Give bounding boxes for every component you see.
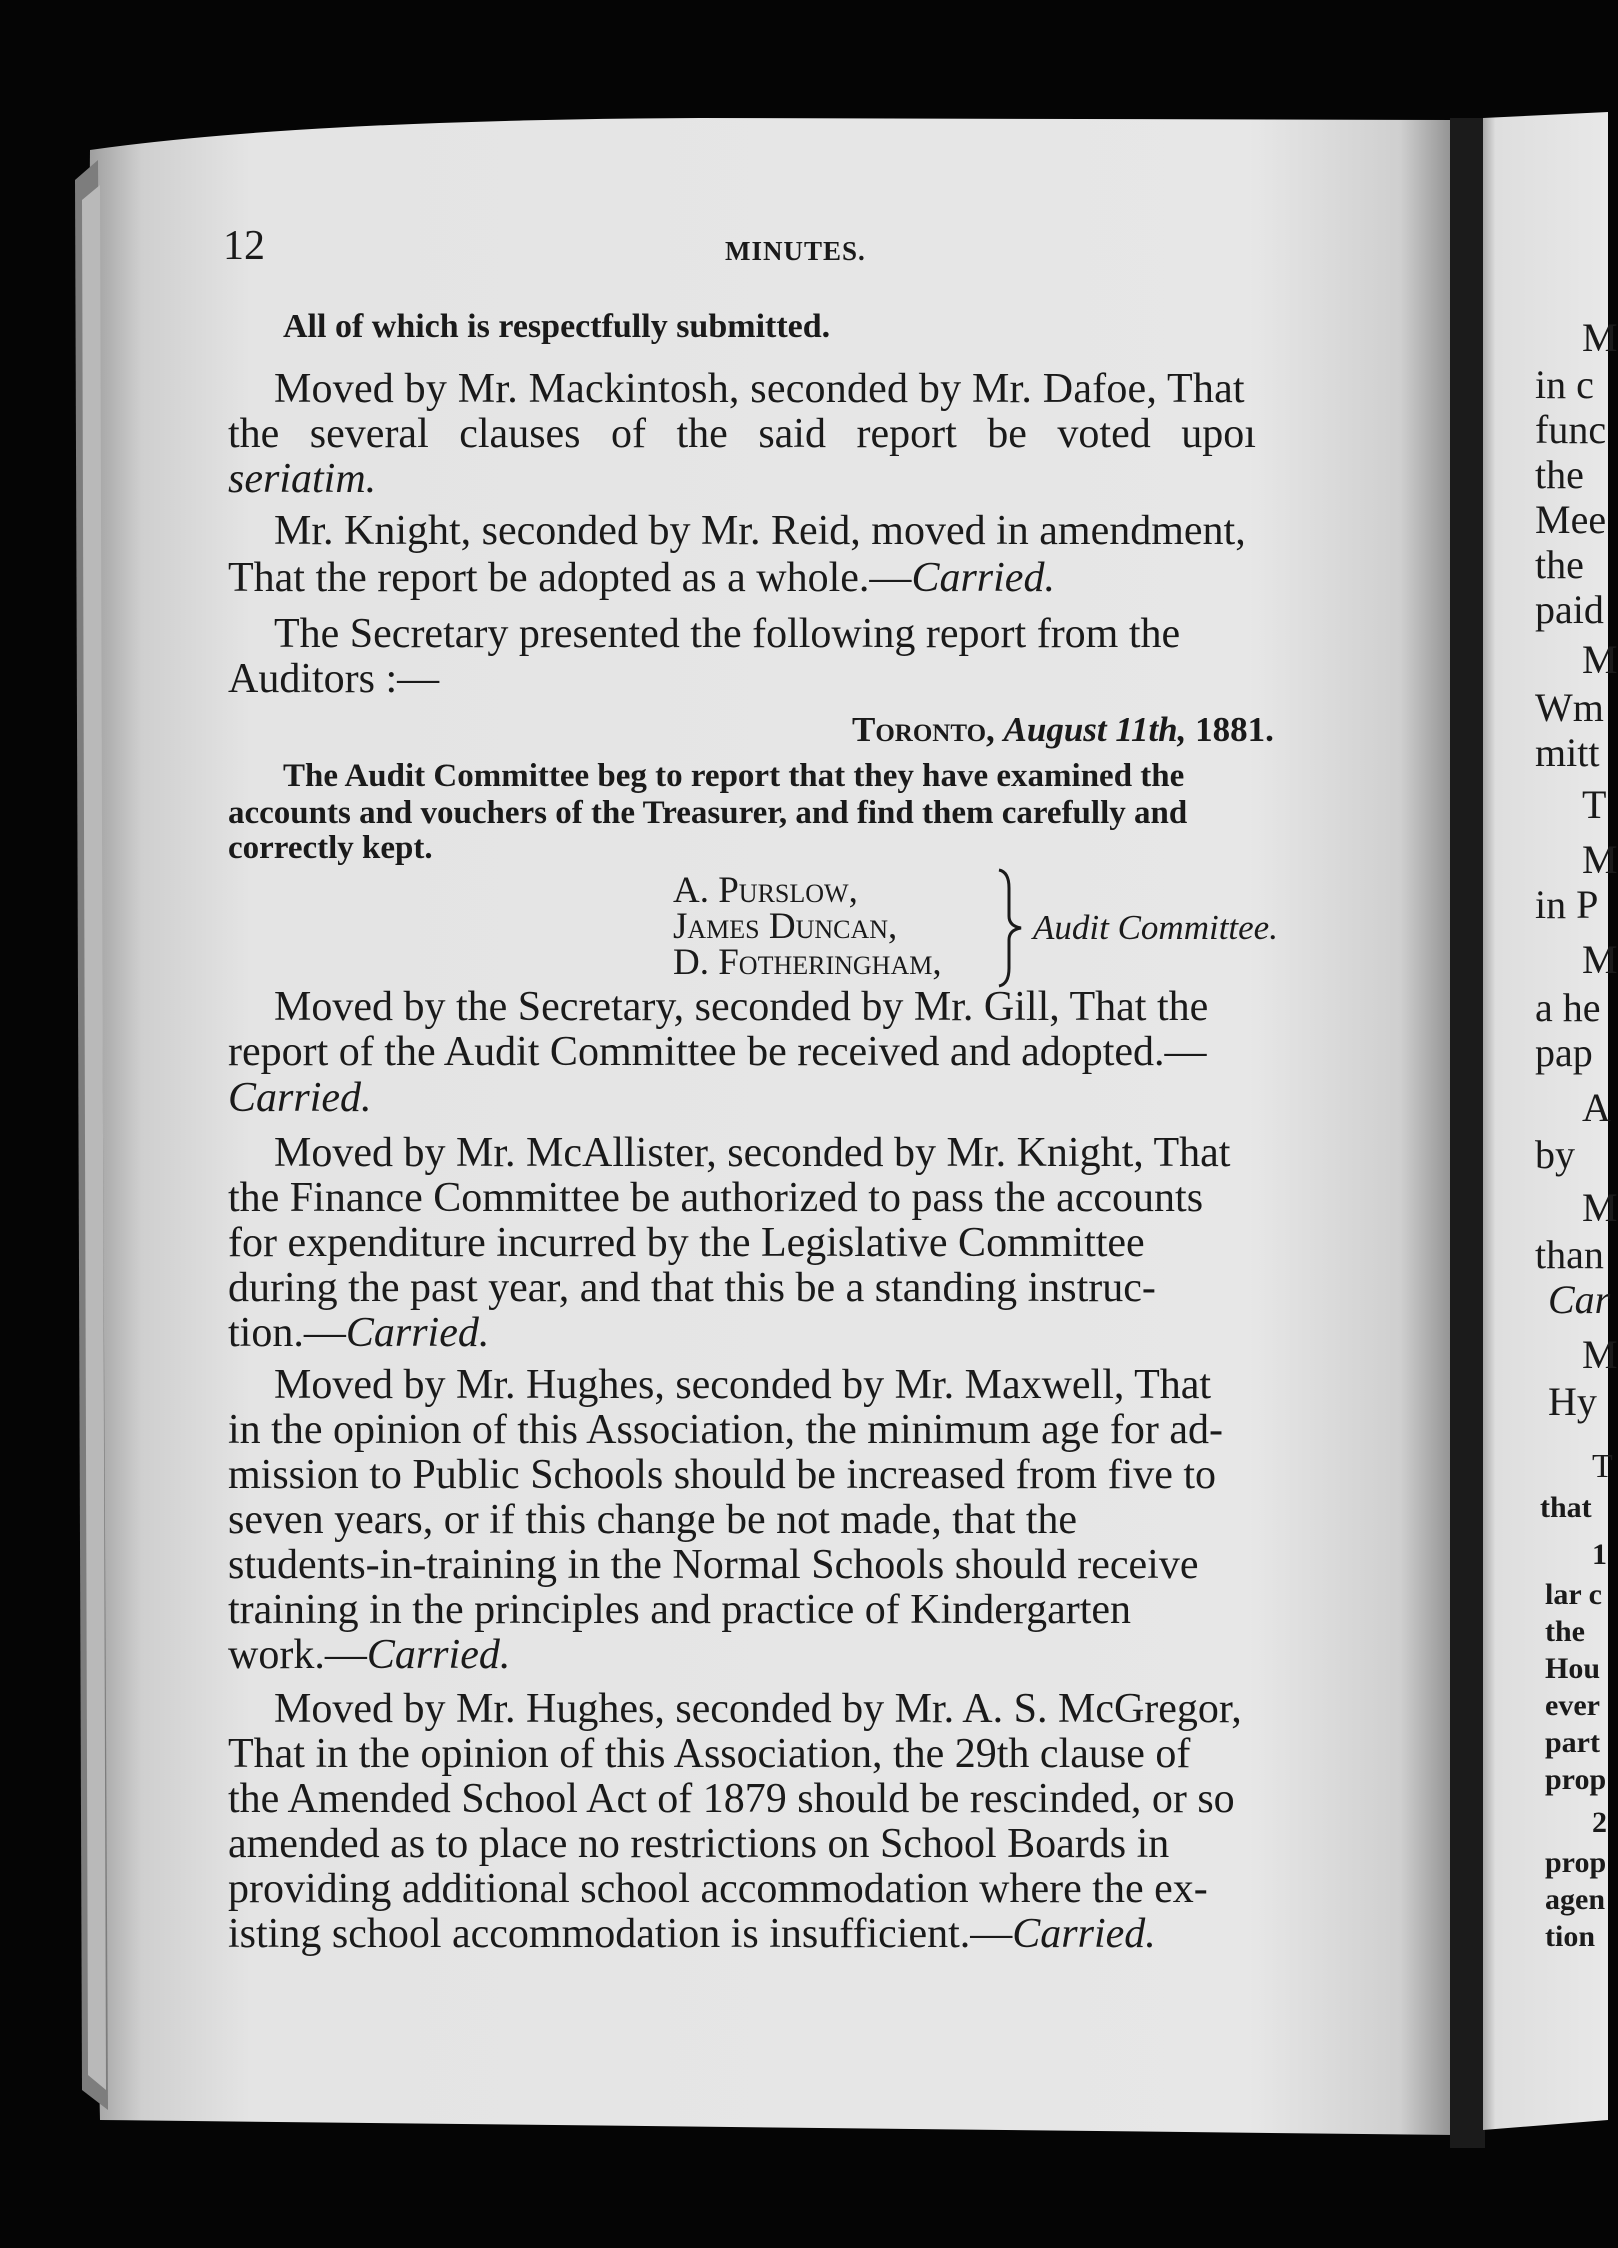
text-line: the several clauses of the said report be voted upoı [228, 411, 1256, 457]
text-line: the Amended School Act of 1879 should be rescinded, or so [228, 1776, 1235, 1822]
fragment-line: 2 [1592, 1806, 1607, 1839]
text-line: All of which is respectfully submitted. [283, 308, 831, 345]
carried-note: Carried. [1012, 1911, 1156, 1957]
text-line: seven years, or if this change be not made, that the [228, 1497, 1078, 1543]
text-span: work.— [228, 1632, 367, 1678]
carried-note: Carried. [911, 555, 1055, 601]
fragment-line: paid [1535, 587, 1604, 632]
fragment-line: Car [1548, 1277, 1611, 1322]
fragment-line: T [1592, 1448, 1613, 1485]
text-line: That in the opinion of this Association, the 29th clause of [228, 1731, 1191, 1777]
text-line: amended as to place no restrictions on School Boards in [228, 1821, 1170, 1867]
fragment-line: Wm [1535, 685, 1604, 730]
text-line: Mr. Knight, seconded by Mr. Reid, moved in amendment, [274, 508, 1246, 554]
fragment-line: in c [1535, 362, 1594, 407]
fragment-line: M [1582, 937, 1618, 982]
text-line [228, 1634, 510, 1676]
fragment-line: ever [1545, 1689, 1600, 1722]
fragment-line: tion [1545, 1920, 1596, 1953]
text-line: providing additional school accommodation where the ex- [228, 1866, 1208, 1912]
text-line: Moved by Mr. McAllister, seconded by Mr. Knight, That [274, 1130, 1231, 1176]
fragment-line: mitt [1535, 730, 1600, 775]
fragment-line: A [1582, 1085, 1611, 1130]
page-number: 12 [223, 223, 265, 269]
fragment-line: by [1535, 1132, 1575, 1177]
text-line [228, 557, 1055, 599]
fragment-line: M [1582, 1185, 1618, 1230]
dateline-year: 1881. [1195, 710, 1274, 749]
text-line: in the opinion of this Association, the minimum age for ad- [228, 1407, 1224, 1453]
text-line: Moved by Mr. Hughes, seconded by Mr. A. S. McGregor, [274, 1686, 1242, 1732]
fragment-line: prop [1545, 1846, 1607, 1879]
book-gutter [1450, 118, 1485, 2148]
fragment-line: part [1545, 1726, 1600, 1759]
fragment-line: the [1535, 542, 1584, 587]
report-dateline [852, 712, 1274, 747]
carried-note: Carried. [345, 1310, 490, 1356]
signature-brace [995, 868, 1025, 988]
signatory: D. Fotheringham, [673, 942, 942, 983]
text-line: the Finance Committee be authorized to pass the accounts [228, 1175, 1204, 1221]
text-line: Moved by Mr. Hughes, seconded by Mr. Maxwell, That [274, 1362, 1212, 1408]
text-line: The Secretary presented the following report from the [274, 611, 1181, 657]
text-line [228, 1312, 489, 1354]
text-line: seriatim. [228, 456, 377, 502]
text-line: Auditors :— [228, 656, 440, 702]
dateline-date: August 11th, [1003, 710, 1187, 749]
fragment-line: the [1545, 1615, 1585, 1648]
carried-note: Carried. [366, 1632, 511, 1678]
fragment-line: than [1535, 1232, 1604, 1277]
text-span: tion.— [228, 1310, 346, 1356]
text-line: training in the principles and practice of Kindergarten [228, 1587, 1132, 1633]
carried-note: Carried. [228, 1075, 372, 1121]
running-title: MINUTES. [725, 236, 866, 266]
text-line: report of the Audit Committee be received and adopted.— [228, 1029, 1207, 1075]
report-text: correctly kept. [228, 830, 433, 866]
report-text: The Audit Committee beg to report that they have examined the [283, 758, 1185, 794]
fragment-line: M [1582, 1332, 1618, 1377]
signatory: A. Purslow, [673, 870, 858, 911]
fragment-line: that [1540, 1491, 1592, 1524]
fragment-line: func [1535, 407, 1607, 452]
text-line: during the past year, and that this be a standing instruc- [228, 1265, 1156, 1311]
fragment-line: Hy [1548, 1379, 1597, 1424]
text-span: That the report be adopted as a whole.— [228, 555, 912, 601]
fragment-line: the [1535, 452, 1584, 497]
text-line: Moved by the Secretary, seconded by Mr. Gill, That the [274, 984, 1209, 1030]
fragment-line: M [1582, 837, 1618, 882]
fragment-line: a he [1535, 985, 1601, 1030]
text-line: mission to Public Schools should be increased from five to [228, 1452, 1217, 1498]
fragment-line: pap [1535, 1030, 1593, 1075]
fragment-line: M [1582, 315, 1618, 360]
fragment-line: T [1582, 782, 1607, 827]
text-line: for expenditure incurred by the Legislative Committee [228, 1220, 1145, 1266]
fragment-line: Mee [1535, 497, 1607, 542]
dateline-place: Toronto, [852, 710, 995, 749]
fragment-line: in P [1535, 882, 1599, 927]
text-line: students-in-training in the Normal Schools should receive [228, 1542, 1199, 1588]
committee-role: Audit Committee. [1033, 908, 1278, 947]
signatory: James Duncan, [673, 906, 898, 947]
fragment-line: 1 [1592, 1538, 1607, 1571]
fragment-line: M [1582, 637, 1618, 682]
text-span: isting school accommodation is insufficient.— [228, 1911, 1013, 1957]
report-text: accounts and vouchers of the Treasurer, and find them carefully and [228, 795, 1188, 831]
fragment-line: prop [1545, 1763, 1607, 1796]
fragment-line: Hou [1545, 1652, 1601, 1685]
fragment-line: lar c [1545, 1578, 1602, 1611]
text-line [228, 1913, 1156, 1955]
text-line: Moved by Mr. Mackintosh, seconded by Mr. Dafoe, That [274, 366, 1245, 412]
fragment-line: agen [1545, 1883, 1605, 1916]
